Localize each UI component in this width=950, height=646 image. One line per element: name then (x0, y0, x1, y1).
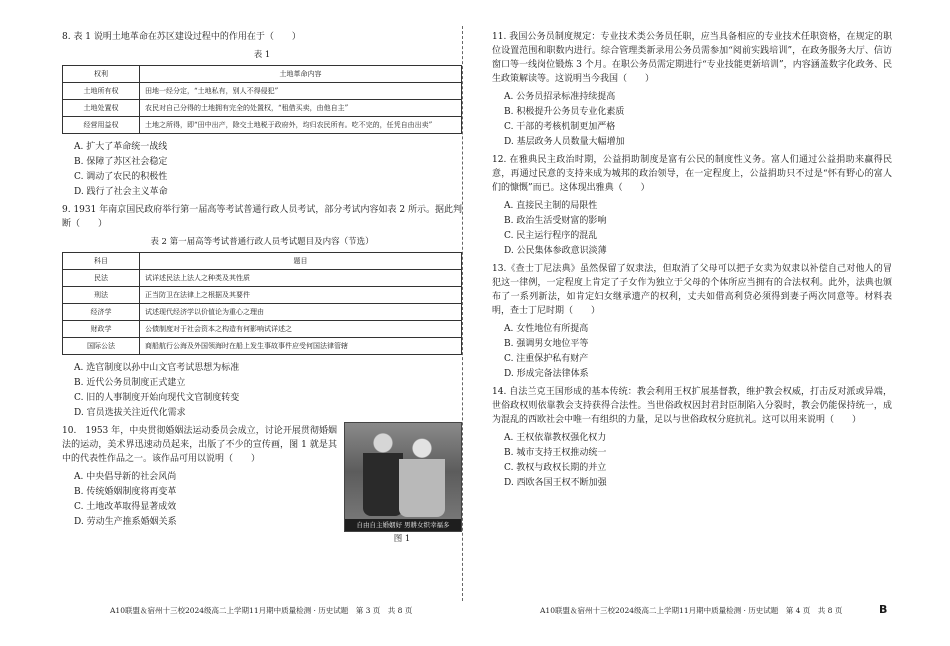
question-stem: 14. 自法兰克王国形成的基本传统：教会利用王权扩展基督教，维护教会权威，打击反对派或异端，世俗政权则依靠教会支持获得合法性。当世俗政权因封君封臣制陷入分裂时，教会仍能保持统一，成为混乱的西欧社会中唯一有组织的力量，足以与世俗政权分庭抗礼。这可以用来说明（ ） (492, 387, 892, 425)
table-row (63, 338, 462, 355)
figure-caption: 图 1 (393, 534, 411, 544)
table-row (63, 100, 462, 117)
option-a: A. 公务员招录标准持续提高 (504, 92, 616, 102)
table-header: 土地革命内容 (140, 66, 462, 83)
table-cell: 国际公法 (63, 338, 140, 355)
table-header: 题目 (140, 253, 462, 270)
table-cell: 商船航行公海及外国领海时在船上发生事故事件应受何国法律管辖 (140, 338, 462, 355)
table-cell: 土地处置权 (63, 100, 140, 117)
option-c: C. 民主运行程序的混乱 (504, 231, 598, 241)
table-row (63, 304, 462, 321)
left-page (62, 30, 462, 544)
question-14 (492, 385, 892, 490)
table-cell: 民法 (63, 270, 140, 287)
option-a: A. 直接民主制的局限性 (504, 201, 598, 211)
table-cell: 正当防卫在法律上之根据及其要件 (140, 287, 462, 304)
option-b: B. 传统婚姻制度将再变革 (74, 487, 177, 497)
question-11 (492, 30, 892, 149)
question-stem: 8. 表 1 说明土地革命在苏区建设过程中的作用在于（ ） (62, 32, 301, 42)
option-b: B. 近代公务员制度正式建立 (74, 378, 186, 388)
table-header-row (63, 253, 462, 270)
exam-subjects-table (62, 252, 462, 355)
page-footer-left: A10联盟＆宿州十三校2024级高二上学期11月期中质量检测 · 历史试题 第 3 页 共 8 页 (110, 606, 413, 615)
question-10-text (62, 424, 337, 529)
table-cell: 财政学 (63, 321, 140, 338)
poster-figure-man (363, 431, 403, 516)
option-d: D. 公民集体参政意识淡薄 (504, 246, 607, 256)
option-a: A. 女性地位有所提高 (504, 324, 589, 334)
table-caption: 表 2 第一届高等考试普通行政人员考试题目及内容（节选） (150, 237, 374, 247)
option-b: B. 保障了苏区社会稳定 (74, 157, 168, 167)
table-caption: 表 1 (253, 50, 271, 60)
table-row (63, 83, 462, 100)
poster-figure-woman (399, 437, 445, 517)
table-header-row (63, 66, 462, 83)
paper-version-mark: B (879, 603, 888, 616)
table-header: 科目 (63, 253, 140, 270)
right-page (492, 30, 892, 491)
option-d: D. 劳动生产推系婚姻关系 (74, 517, 177, 527)
option-a: A. 扩大了革命统一战线 (74, 142, 168, 152)
question-8 (62, 30, 462, 199)
option-d: D. 践行了社会主义革命 (74, 187, 168, 197)
table-row (63, 287, 462, 304)
table-row (63, 270, 462, 287)
option-c: C. 教权与政权长期的并立 (504, 463, 607, 473)
option-c: C. 调动了农民的积极性 (74, 172, 168, 182)
option-b: B. 城市支持王权推动统一 (504, 448, 607, 458)
question-stem: 11. 我国公务员制度规定：专业技术类公务员任职，应当具备相应的专业技术任职资格，在规定的职位设置范围和职数内进行。综合管理类新录用公务员需参加“阅前实践培训”，在政务服务大厅、信访窗口等一线岗位锻炼 3 个月。在职公务员需定期进行“专业技能更新培训”，内容涵盖数字化政务、民生政策解读等。这说明当今我国（ ） (492, 32, 892, 84)
option-c: C. 注重保护私有财产 (504, 354, 589, 364)
table-cell: 经营用益权 (63, 117, 140, 134)
table-cell: 刑法 (63, 287, 140, 304)
option-c: C. 旧的人事制度开始向现代文官制度转变 (74, 393, 240, 403)
option-d: D. 西欧各国王权不断加强 (504, 478, 607, 488)
table-cell: 农民对自己分得的土地拥有完全的处置权，“租借买卖，由他自主” (140, 100, 462, 117)
option-b: B. 积极提升公务员专业化素质 (504, 107, 625, 117)
page-footer-right: A10联盟＆宿州十三校2024级高二上学期11月期中质量检测 · 历史试题 第 4 页 共 8 页 (540, 606, 843, 615)
table-cell: 田地一经分定，“土地私有，别人不得侵犯” (140, 83, 462, 100)
table-row (63, 321, 462, 338)
question-stem: 12. 在雅典民主政治时期，公益捐助制度是富有公民的制度性义务。富人们通过公益捐助来赢得民意，再通过民意的支持来成为城邦的政治领导，在一定程度上，公益捐助只不过是“怀有野心的富人们的慷慨”而已。这体现出雅典（ ） (492, 155, 892, 193)
option-d: D. 基层政务人员数量大幅增加 (504, 137, 625, 147)
question-stem: 13.《查士丁尼法典》虽然保留了奴隶法，但取消了父母可以把子女卖为奴隶以补偿自己对他人的冒犯这一律例，一定程度上肯定了子女作为独立于父母的个体所应当拥有的合法权利。此外，法典也颁布了一系列新法，如肯定妇女继承遗产的权利，丈夫如借高利贷必须得到妻子两次同意等。材料表明，查士丁尼时期（ ） (492, 264, 892, 316)
question-9 (62, 203, 462, 420)
option-b: B. 强调男女地位平等 (504, 339, 589, 349)
option-a: A. 王权依靠教权强化权力 (504, 433, 607, 443)
table-row (63, 117, 462, 134)
option-c: C. 干部的考核机制更加严格 (504, 122, 616, 132)
question-stem: 10. 1953 年，中央贯彻婚姻法运动委员会成立，讨论开展贯彻婚姻法的运动，美术界迅速动员起来，出版了不少的宣传画，图 1 就是其中的代表性作品之一。该作品可用以说明（ ） (62, 426, 337, 464)
table-cell: 土地之所得，即“田中出产，除交土地税于政府外，均归农民所有。吃不完的，任凭自由出卖” (140, 117, 462, 134)
question-13 (492, 262, 892, 381)
table-header: 权利 (63, 66, 140, 83)
question-10 (62, 424, 462, 544)
table-cell: 试详述民法上法人之种类及其性质 (140, 270, 462, 287)
land-rights-table (62, 65, 462, 134)
table-cell: 试述现代经济学以价值论为重心之理由 (140, 304, 462, 321)
option-b: B. 政治生活受财富的影响 (504, 216, 607, 226)
propaganda-poster-image (344, 422, 462, 532)
option-d: D. 官员选拔关注近代化需求 (74, 408, 186, 418)
option-c: C. 土地改革取得显著成效 (74, 502, 177, 512)
table-cell: 土地所有权 (63, 83, 140, 100)
option-a: A. 中央倡导新的社会风尚 (74, 472, 177, 482)
question-stem: 9. 1931 年南京国民政府举行第一届高等考试普通行政人员考试，部分考试内容如表 2 所示。据此判断（ ） (62, 205, 462, 229)
page-divider (462, 26, 463, 601)
table-cell: 公债制度对于社会资本之构造有何影响试详述之 (140, 321, 462, 338)
poster-slogan: 自由自主婚姻好 男耕女织幸福多 (345, 519, 461, 531)
table-cell: 经济学 (63, 304, 140, 321)
question-12 (492, 153, 892, 258)
option-d: D. 形成完备法律体系 (504, 369, 589, 379)
option-a: A. 选官制度以孙中山文官考试思想为标准 (74, 363, 240, 373)
